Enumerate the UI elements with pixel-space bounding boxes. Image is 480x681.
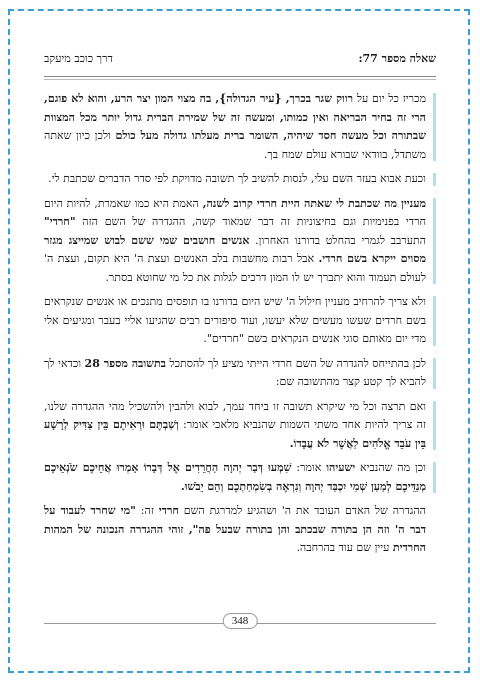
paragraph-5 [44,355,436,392]
text-run: ולא צריך להרחיב מעניין חילול ה' שיש היום בדורנו בו תופסים מתנכים או אנשים שנקראים בשם חרדים שעשו מעשים שלא יעשו, ועוד סיפורים רבים שהגיעו אליי בעבר ומגיעים אלי מדי יום מאותם סוגי אנשים הנקראים בשם "חרדים". [44,295,426,345]
body-text [44,90,436,564]
text-run-bold: שִׁמְעוּ דְּבַר יְהוָה הַחֲרֵדִים אֶל דְּבָרוֹ אָמְרוּ אֲחֵיכֶם שֹׂנְאֵיכֶם מְנַדֵּיכֶם לְמַעַן שְׁמִי יִכְבַּד יְהוָה וְנִרְאֶה בְשִׂמְחַתְכֶם וְהֵם יֵבֹשׁוּ. [44,461,426,493]
text-run: וכן מה שהנביא [355,461,426,474]
text-run: ולכן כיון שאתה משתדל, בוודאי שבורא עולם שמח בך. [44,129,426,161]
paragraph-3 [44,195,436,288]
running-header [44,52,436,72]
text-run-bold: רווק שגר בכרך, {עיר הגדולה}, בה מצוי המון יצר הרע, והוא לא פוגם, הרי זה בחיר הבריאה ואין כמותו, ומעשה זה של שמירת הברית גדול יותר מכל המצוות שבתורה וכל מעשה חסד שיהיה, השומר ברית מעלתו גדולה מעל כולם [44,92,426,142]
text-run-bold: מעניין מה שכתבת לי שאתה היית חרדי קרוב לשנה, [202,196,426,210]
text-run-bold: וְשַׁבְתֶּם וּרְאִיתֶם בֵּין צַדִּיק לְרָשָׁע בֵּין עֹבֵד אֱלֹהִים לַאֲשֶׁר לֹא עֲבָדוֹ. [44,418,426,450]
page-number: 348 [223,613,258,629]
text-run: ההגדרה של האדם העובד את ה' ושהגיע למדרגת השם [178,504,427,517]
book-title: דרך כוכב מיעקב [44,52,113,65]
text-run: וכדאי לך להביא לך קטע קצר מהתשובה שם: [44,356,426,388]
page-footer [44,611,436,637]
text-run-bold: בתשובה מספר 28 [84,356,166,370]
text-run-bold: "חרדי" [44,215,76,228]
text-run-bold: ישעיהו [326,461,356,474]
text-run: עיין שם עוד בהרחבה. [296,541,393,554]
text-run-bold: "מי שחרד לעבוד על דבר ה' וזה הן בתורה שבכתב והן בתורה שבעל פה", זוהי ההגדרה הנכונה של המהות החרדית [44,504,426,554]
paragraph-8 [44,502,436,558]
text-run: זה: [135,504,159,517]
text-run: האמת היא כמו שאמרת, להיות היום חרדי בפנימיות וגם בחיצוניות זה דבר שמאוד קשה, ההגדרה של השם הזה [44,196,426,228]
text-run: אומר: [291,461,327,474]
paragraph-7 [44,459,436,496]
text-run: ואם תרצה וכל מי שיקרא תשובה זו ביחד עמך, לבוא ולהבין ולהשכיל מהי ההגדרה שלנו, זה צריך להיות אחד משתי השמות שהנביא מלאכי אומר: [44,399,426,431]
text-run: לכן בהתייחס להגדרה של השם חרדי הייתי מציע לך להסתכל [165,356,426,370]
header-rule-secondary [44,79,436,80]
text-run: התערבב לגמרי בהחלט בדורנו האחרון. [249,233,427,247]
text-run: וכעת אבוא בעזר השם עלי, לנסות להשיב לך תשובה מדויקת לפי סדר הדברים שכתבת לי. [48,172,426,185]
text-run-bold: חרדי [158,504,179,517]
paragraph-2 [44,170,436,189]
paragraph-6 [44,398,436,454]
question-number-label: שאלה מספר 77: [358,52,436,65]
header-rule [44,76,436,77]
paragraph-4 [44,293,436,349]
text-run: מכריז כל יום על [353,92,426,105]
text-run-bold: אנשים חושבים שמי ששם לבוש שמייצג מגזר מסוים ייקרא בשם חרדי. [44,233,426,265]
paragraph-1 [44,90,436,164]
text-run: אבל רבות מחשבות בלב האנשים ועצת ה' היא תקום, ועצת ה' לעולם תעמוד והוא יתברך יש לו המון דרכים לגלות את כל מי שחוטא בסתר. [44,252,426,284]
